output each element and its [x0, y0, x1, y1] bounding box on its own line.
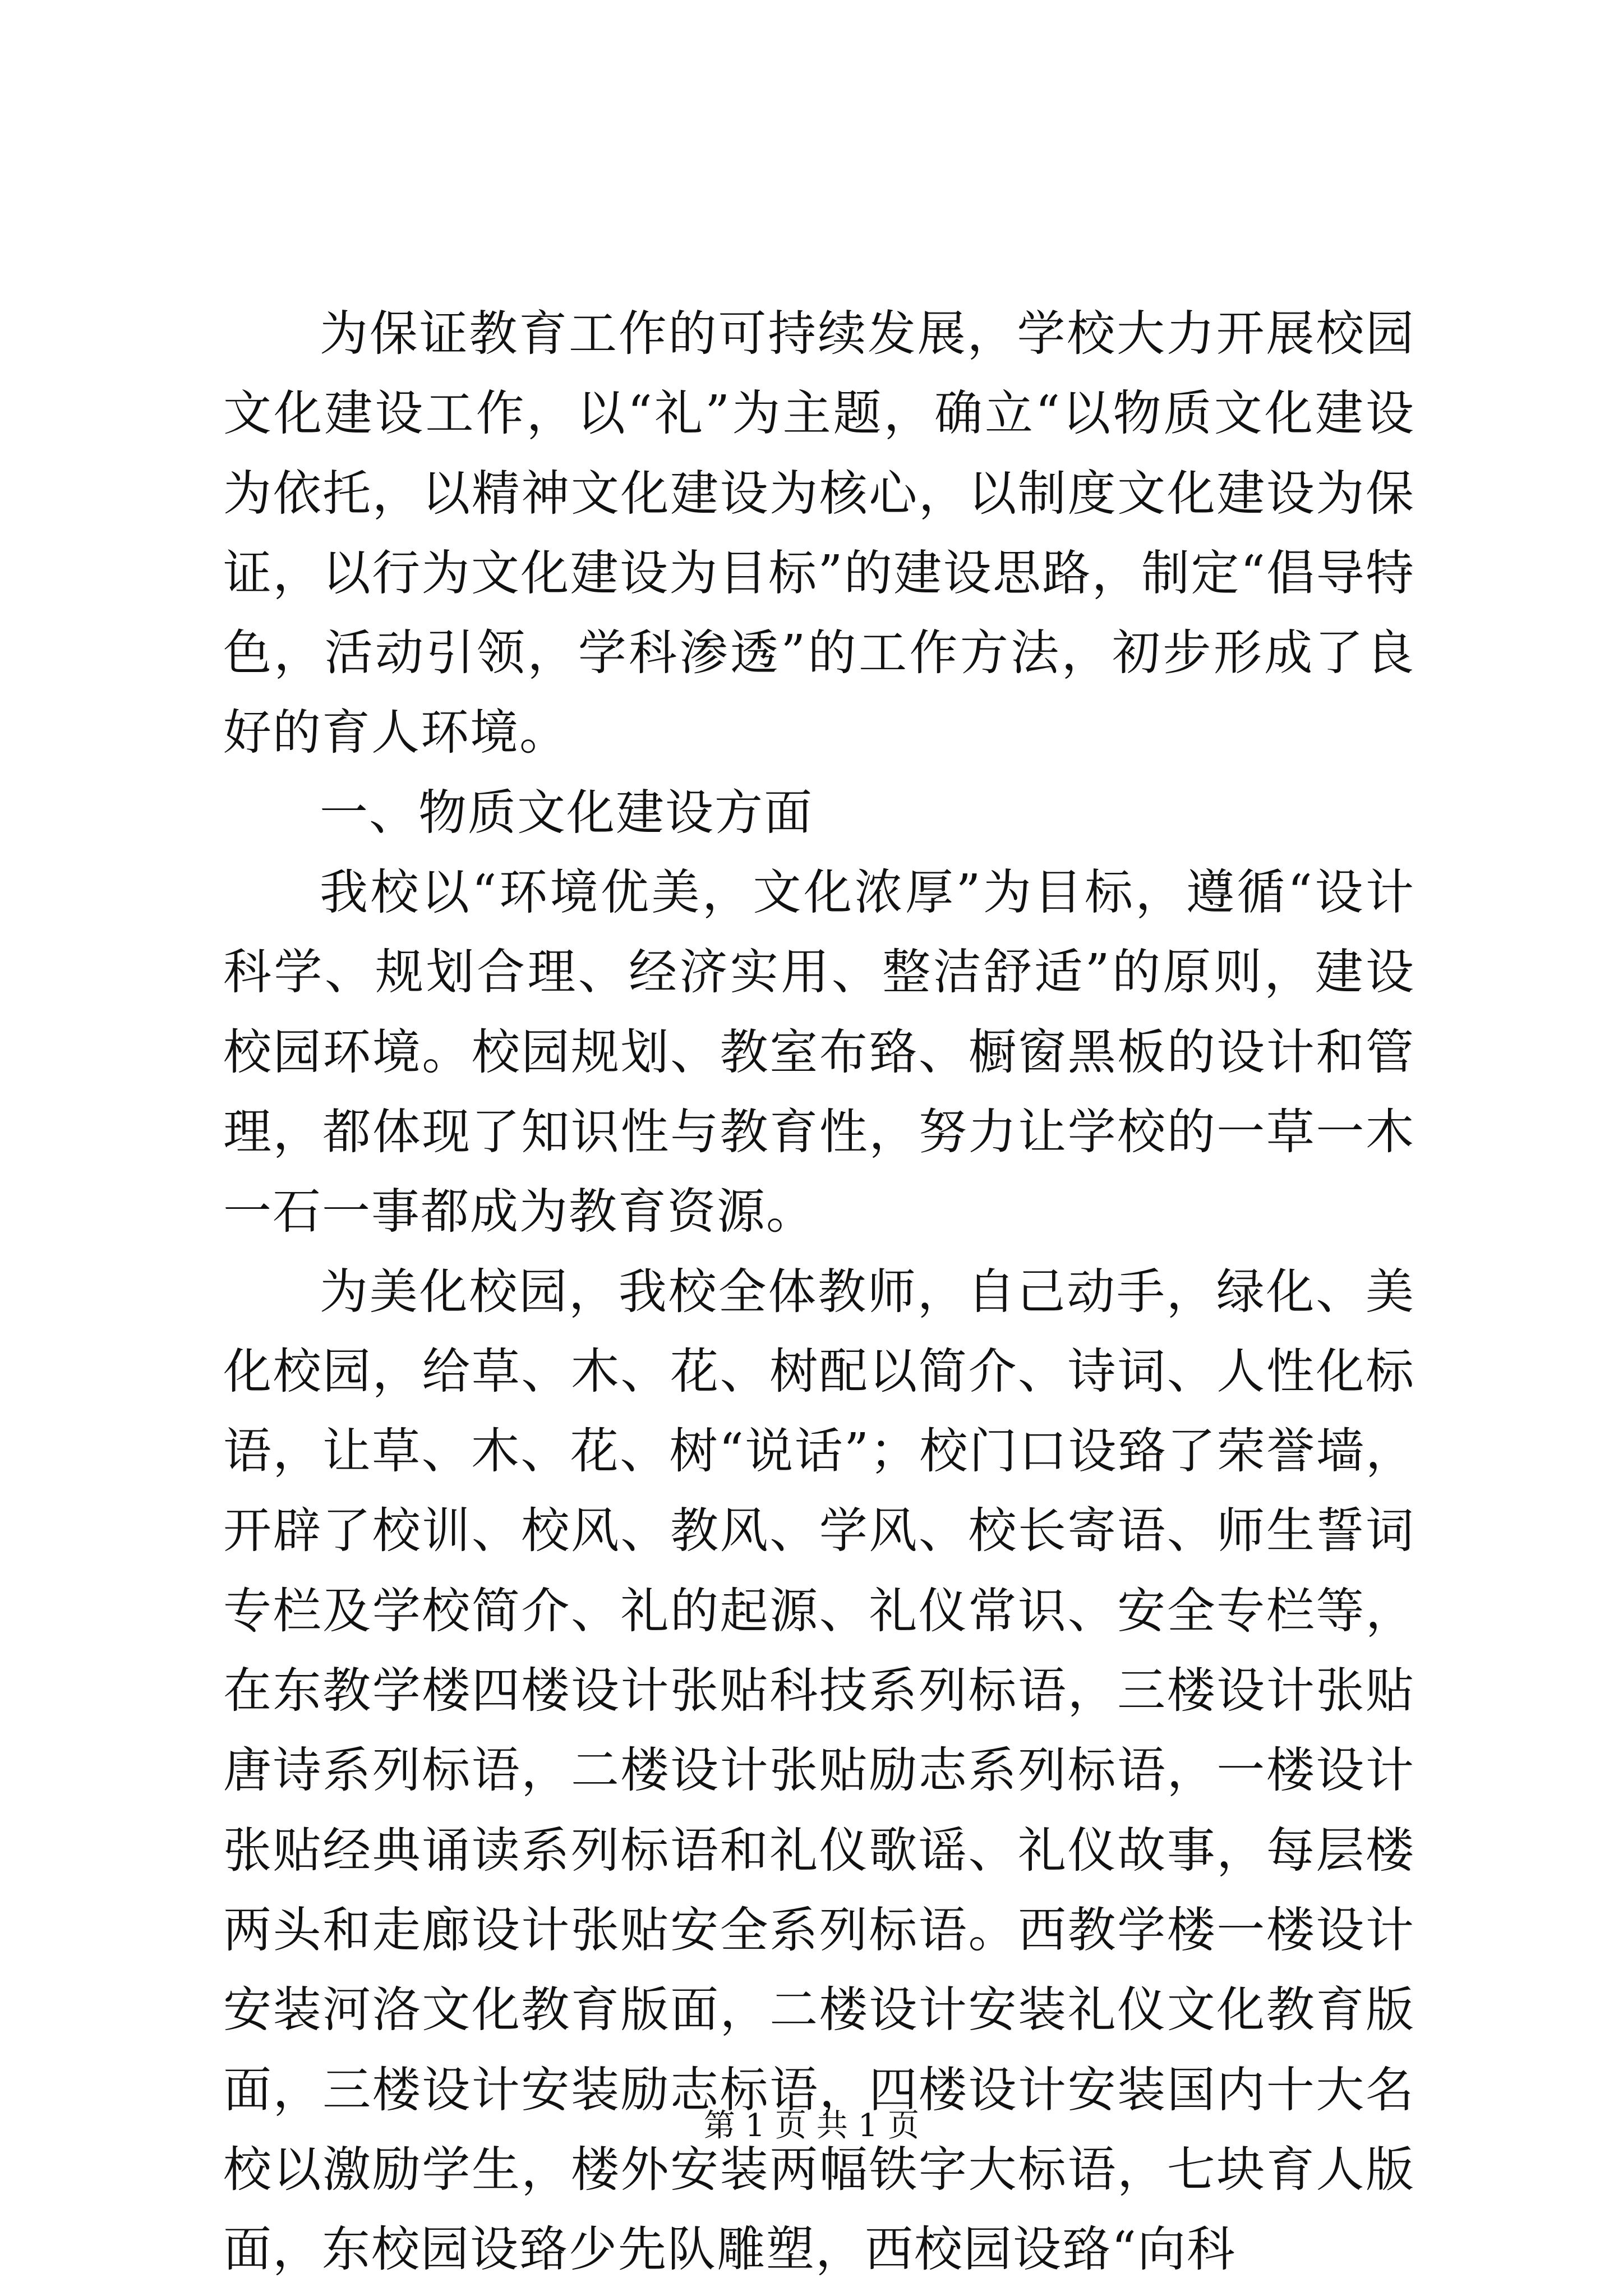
document-body: [223, 294, 1415, 2289]
paragraph-beautify-campus: 为美化校园，我校全体教师，自己动手，绿化、美化校园，给草、木、花、树配以简介、诗词、人性化标语，让草、木、花、树“说话”；校门口设臵了荣誉墙，开辟了校训、校风、教风、学风、校长寄语、师生誓词专栏及学校简介、礼的起源、礼仪常识、安全专栏等，在东教学楼四楼设计张贴科技系列标语，三楼设计张贴唐诗系列标语，二楼设计张贴励志系列标语，一楼设计张贴经典诵读系列标语和礼仪歌谣、礼仪故事，每层楼两头和走廊设计张贴安全系列标语。西教学楼一楼设计安装河洛文化教育版面，二楼设计安装礼仪文化教育版面，三楼设计安装励志标语，四楼设计安装国内十大名校以激励学生，楼外安装两幅铁字大标语，七块育人版面，东校园设臵少先队雕塑，西校园设臵“向科: [223, 1263, 1415, 2278]
page-footer: 第 1 页 共 1 页: [703, 2108, 920, 2144]
paragraph-environment: 我校以“环境优美，文化浓厚”为目标，遵循“设计科学、规划合理、经济实用、整洁舒适”的原则，建设校园环境。校园规划、教室布臵、橱窗黑板的设计和管理，都体现了知识性与教育性，努力让学校的一草一木一石一事都成为教育资源。: [223, 864, 1415, 1240]
section-heading-material-culture: 一、物质文化建设方面: [320, 784, 813, 841]
paragraph-intro: 为保证教育工作的可持续发展，学校大力开展校园文化建设工作，以“礼”为主题，确立“以物质文化建设为依托，以精神文化建设为核心，以制度文化建设为保证，以行为文化建设为目标”的建设思路，制定“倡导特色，活动引领，学科渗透”的工作方法，初步形成了良好的育人环境。: [223, 306, 1415, 761]
